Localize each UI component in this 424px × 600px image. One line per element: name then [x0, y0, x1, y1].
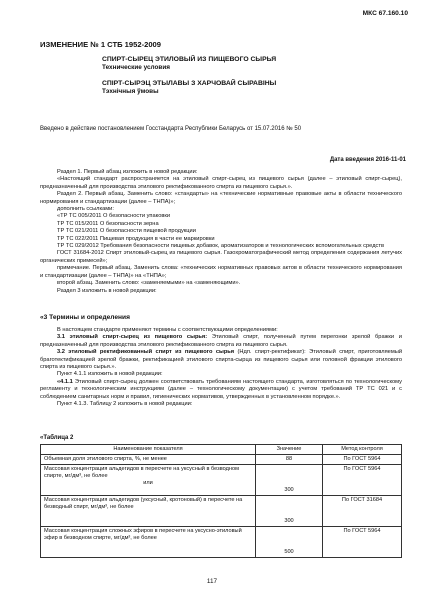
value-cell [256, 465, 323, 496]
intro-line: Введено в действие постановлением Госстандарта Республики Беларусь от 15.07.2016 № 50 [40, 126, 302, 132]
reference-line: ТР ТС 015/2011 О безопасности зерна [57, 220, 159, 227]
paragraph: «Настоящий стандарт распространяется на этиловый спирт-сырец из пищевого сырья (далее – этиловый спирт-сырец), предназначенный для производства этилового ректификованного спирта из пищевого сырья.». [40, 176, 402, 190]
term-label: 3.1 этиловый спирт-сырец из пищевого сырья: [57, 334, 208, 341]
term-definition [40, 349, 402, 371]
term-definition [40, 334, 402, 349]
classification-code: МКС 67.160.10 [362, 10, 408, 17]
method-cell: По ГОСТ 5964 [323, 527, 402, 558]
paragraph: В настоящем стандарте применяют термины с соответствующими определениями: [57, 327, 278, 333]
column-header: Значение [256, 445, 323, 455]
or-label: или [143, 480, 153, 486]
table-row [41, 496, 402, 527]
indicator-cell: Объемная доля этилового спирта, %, не менее [41, 455, 256, 465]
term-text: Этиловый спирт, полученный путем перегонки зрелой бражки и предназначенный для производства этилового ректификованного спирта из пищевого сырья. [40, 334, 402, 348]
standard-titles [102, 56, 402, 96]
table-row [41, 465, 402, 496]
paragraph: Раздел 1. Первый абзац изложить в новой редакции: [57, 169, 198, 175]
section-heading: «3 Термины и определения [40, 314, 130, 321]
value-cell: 88 [256, 455, 323, 465]
table-row [41, 527, 402, 558]
russian-title: СПИРТ-СЫРЕЦ ЭТИЛОВЫЙ ИЗ ПИЩЕВОГО СЫРЬЯ [102, 56, 277, 63]
column-header: Метод контроля [323, 445, 402, 455]
clause-text [40, 379, 402, 401]
method-cell: По ГОСТ 5964 [323, 455, 402, 465]
value-cell [256, 527, 323, 558]
table-row [41, 455, 402, 465]
column-header: Наименование показателя [41, 445, 256, 455]
clause-label: «4.1.1 [57, 378, 73, 385]
effective-date: Дата введения 2016-11-01 [329, 157, 406, 163]
reference-line: «ТР ТС 005/2011 О безопасности упаковки [57, 213, 171, 220]
indicator-text: Массовая концентрация альдегидов в пересчете на уксусный в безводном спирте, мг/дм³, не более [44, 466, 239, 479]
table-header-row [41, 445, 402, 455]
reference-line: ГОСТ 31684-2012 Спирт этиловый-сырец из пищевого сырья. Газохроматографический метод определения содержания летучих органических примесей»; [40, 250, 402, 264]
paragraph: примечание. Первый абзац. Заменить слова: «технических нормативных правовых актов в области технического нормирования и стандартизации (далее – ТНПА)» на «ТНПА»; [40, 265, 402, 279]
page-number: 117 [206, 578, 218, 585]
paragraph: второй абзац. Заменить слово: «заменяемыми» на «заменяющими». [57, 280, 241, 287]
reference-line: ТР ТС 029/2012 Требования безопасности пищевых добавок, ароматизаторов и технологических вспомогательных средств [57, 243, 384, 250]
indicator-cell [41, 465, 256, 496]
terms-body [40, 327, 402, 408]
term-label: 3.2 этиловый ректификованный спирт из пищевого сырья [57, 349, 235, 356]
table-caption: «Таблица 2 [40, 435, 74, 441]
belarusian-title: СПІРТ-СЫРЭЦ ЭТЫЛАВЫ З ХАРЧОВАЙ СЫРАВІНЫ [102, 79, 277, 87]
method-cell: По ГОСТ 5964 [323, 465, 402, 496]
paragraph: Пункт 4.1.3. Таблицу 2 изложить в новой редакции: [57, 401, 193, 408]
value-text: 300 [284, 518, 294, 524]
paragraph: дополнить ссылками: [57, 206, 114, 213]
amendment-title: ИЗМЕНЕНИЕ № 1 СТБ 1952-2009 [40, 40, 161, 49]
indicator-cell: Массовая концентрация сложных эфиров в пересчете на уксусно-этиловый эфир в безводном спирте, мг/дм³, не более [41, 527, 256, 558]
method-cell: По ГОСТ 31684 [323, 496, 402, 527]
belarusian-subtitle: Тэхнічныя ўмовы [102, 88, 159, 96]
paragraph: Пункт 4.1.1 изложить в новой редакции: [57, 371, 163, 378]
paragraph: Раздел 2. Первый абзац. Заменить слово: «стандарты» на «технические нормативные правовые акты в области технического нормирования и стандартизации (далее – ТНПА)»; [40, 191, 402, 205]
requirements-table [40, 444, 402, 558]
amendment-body [40, 169, 402, 295]
value-text: 300 [284, 487, 294, 493]
value-text: 500 [284, 549, 294, 555]
russian-subtitle: Технические условия [102, 64, 171, 72]
term-text: (Ндп. спирт-ректификат): Этиловый спирт, приготовляемый браготектификацией зрелой бражки, ректификацией этилового спирта-сырца из пищевого сырья или головной фракции этилового спирта из пищевого сырья.». [40, 349, 402, 371]
reference-line: ТР ТС 022/2011 Пищевая продукция в части ее маркировки [57, 235, 215, 242]
reference-line: ТР ТС 021/2011 О безопасности пищевой продукции [57, 228, 196, 235]
indicator-cell: Массовая концентрация альдегидов (уксусный, кротоновый) в пересчете на безводный спирт, мг/дм³, не более [41, 496, 256, 527]
paragraph: Раздел 3 изложить в новой редакции: [57, 287, 157, 294]
clause-body: Этиловый спирт-сырец должен соответствовать требованиям настоящего стандарта, изготовляться по технологическому регламенту и технологическим инструкциям (далее – технологическому документации) с учетом требований ТР ТС 021 и с соблюдением санитарных норм и правил, гигиенических нормативов, утвержденных в установленном порядке.». [40, 378, 402, 400]
value-cell [256, 496, 323, 527]
